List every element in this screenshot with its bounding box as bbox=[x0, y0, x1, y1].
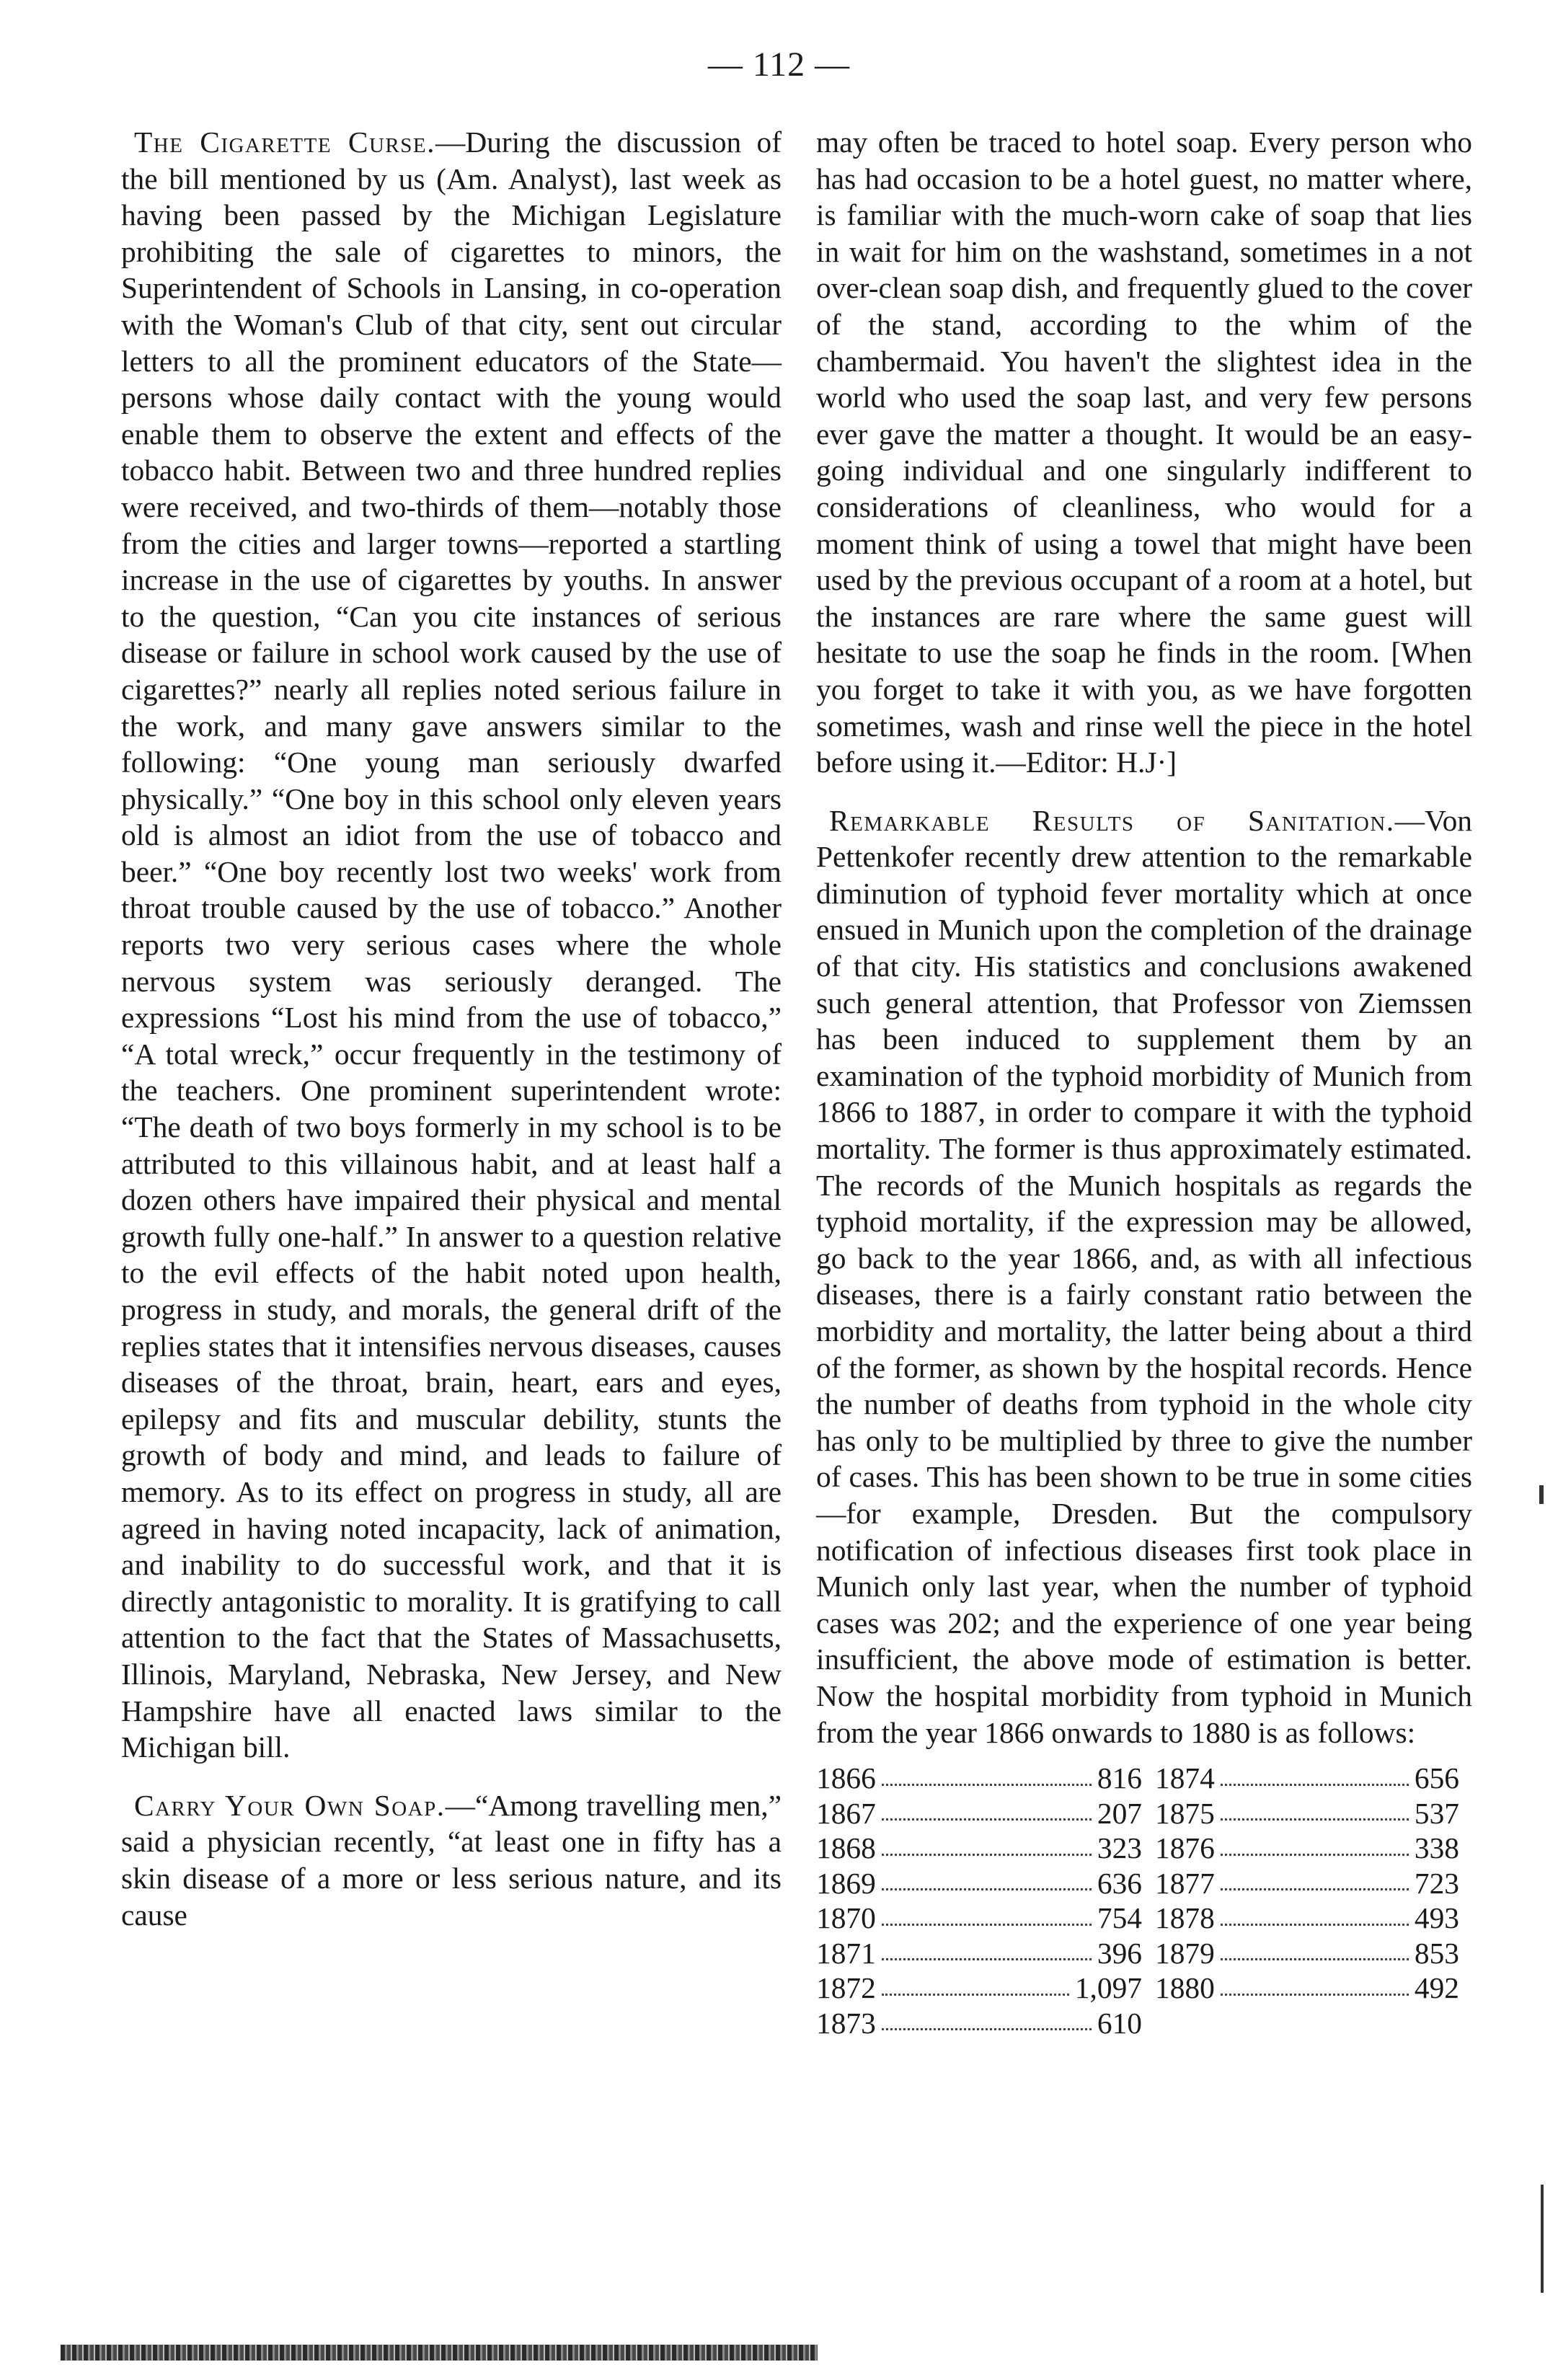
article-body: —Von Pettenkofer recently drew attention to the remarkable diminution of typhoid fever mortality which at once ensued in Munich upon the completion of the drainage of that city. His statistics and conclusions awakened such general attention, that Professor von Ziemssen has been induced to supplement them by an examination of the typhoid morbidity of Munich from 1866 to 1887, in order to compare it with the typhoid mortality. The former is thus approximately estimated. The records of the Munich hospitals as regards the typhoid mortality, if the expression may be allowed, go back to the year 1866, and, as with all infectious diseases, there is a fairly constant ratio between the morbidity and mortality, the latter being about a third of the former, as shown by the hospital records. Hence the number of deaths from typhoid in the whole city has only to be multiplied by three to give the number of cases. This has been shown to be true in some cities—for example, Dresden. But the compulsory notification of infectious diseases first took place in Munich only last year, when the number of typhoid cases was 202; and the experience of one year being insufficient, the above mode of estimation is better. Now the hospital morbidity from typhoid in Munich from the year 1866 onwards to 1880 is as follows: bbox=[816, 803, 1472, 1749]
table-column-1 bbox=[816, 1761, 1155, 2040]
table-column-2 bbox=[1155, 1761, 1472, 2040]
page-number: — 112 — bbox=[707, 45, 851, 84]
right-column bbox=[816, 124, 1472, 2062]
article-body-continued: may often be traced to hotel soap. Every person who has had occasion to be a hotel guest, no matter where, is familiar with the much-worn cake of soap that lies in wait for him on the washstand, sometimes in a not over-clean soap dish, and frequently glued to the cover of the stand, according to the whim of the chambermaid. You haven't the slightest idea in the world who used the soap last, and very few persons ever gave the matter a thought. It would be an easy-going individual and one singularly indifferent to considerations of cleanliness, who would for a moment think of using a towel that might have been used by the previous occupant of a room at a hotel, but the instances are rare where the same guest will hesitate to use the soap he finds in the room. [When you forget to take it with you, as we have forgotten sometimes, wash and rinse well the piece in the hotel before using it.—Editor: H.J·] bbox=[816, 125, 1472, 779]
article-soap-continued bbox=[816, 124, 1472, 781]
article-carry-your-own-soap bbox=[121, 1787, 782, 1933]
scan-edge-mark bbox=[1539, 1485, 1544, 1504]
article-heading: Carry Your Own Soap. bbox=[134, 1788, 446, 1822]
article-heading: The Cigarette Curse. bbox=[134, 125, 435, 159]
article-paragraph bbox=[121, 1787, 782, 1933]
article-sanitation bbox=[816, 802, 1472, 2040]
table-row: 1877 723 bbox=[1155, 1866, 1459, 1900]
scan-artifact-strip bbox=[61, 2345, 818, 2361]
article-cigarette-curse bbox=[121, 124, 782, 1766]
table-row: 1871 396 bbox=[816, 1936, 1142, 1970]
table-row: 1866 816 bbox=[816, 1761, 1142, 1795]
left-column bbox=[121, 124, 782, 1955]
table-row: 1873 610 bbox=[816, 2006, 1142, 2040]
table-row: 1876 338 bbox=[1155, 1831, 1459, 1865]
table-row: 1872 1,097 bbox=[816, 1971, 1142, 2005]
table-row: 1870 754 bbox=[816, 1901, 1142, 1935]
table-row: 1875 537 bbox=[1155, 1796, 1459, 1830]
article-body: —“Among travelling men,” said a physician recently, “at least one in fifty has a skin disease of a more or less serious nature, and its cause bbox=[121, 1788, 782, 1932]
article-body: —During the discussion of the bill mentioned by us (Am. Analyst), last week as having been passed by the Michigan Legislature prohibiting the sale of cigarettes to minors, the Superintendent of Schools in Lansing, in co-operation with the Woman's Club of that city, sent out circular letters to all the prominent educators of the State—persons whose daily contact with the young would enable them to observe the extent and effects of the tobacco habit. Between two and three hundred replies were received, and two-thirds of them—notably those from the cities and larger towns—reported a startling increase in the use of cigarettes by youths. In answer to the question, “Can you cite instances of serious disease or failure in school work caused by the use of cigarettes?” nearly all replies noted serious failure in the work, and many gave answers similar to the following: “One young man seriously dwarfed physically.” “One boy in this school only eleven years old is almost an idiot from the use of tobacco and beer.” “One boy recently lost two weeks' work from throat trouble caused by the use of tobacco.” Another reports two very serious cases where the whole nervous system was seriously deranged. The expressions “Lost his mind from the use of tobacco,” “A total wreck,” occur frequently in the testimony of the teachers. One prominent superintendent wrote: “The death of two boys formerly in my school is to be attributed to this villainous habit, and at least half a dozen others have impaired their physical and mental growth fully one-half.” In answer to a question relative to the evil effects of the habit noted upon health, progress in study, and morals, the general drift of the replies states that it intensifies nervous diseases, causes diseases of the throat, brain, heart, ears and eyes, epilepsy and fits and muscular debility, stunts the growth of body and mind, and leads to failure of memory. As to its effect on progress in study, all are agreed in having noted incapacity, lack of animation, and inability to do successful work, and that it is directly antagonistic to morality. It is gratifying to call attention to the fact that the States of Massachusetts, Illinois, Maryland, Nebraska, New Jersey, and New Hampshire have all enacted laws similar to the Michigan bill. bbox=[121, 125, 782, 1764]
table-row: 1880 492 bbox=[1155, 1971, 1459, 2005]
table-row: 1869 636 bbox=[816, 1866, 1142, 1900]
article-paragraph bbox=[121, 124, 782, 1766]
table-row: 1879 853 bbox=[1155, 1936, 1459, 1970]
table-row: 1874 656 bbox=[1155, 1761, 1459, 1795]
table-row: 1878 493 bbox=[1155, 1901, 1459, 1935]
table-row: 1867 207 bbox=[816, 1796, 1142, 1830]
table-row: 1868 323 bbox=[816, 1831, 1142, 1865]
scan-edge-mark bbox=[1541, 2185, 1544, 2293]
article-heading: Remarkable Results of Sanitation. bbox=[829, 803, 1395, 837]
article-paragraph bbox=[816, 802, 1472, 1751]
typhoid-morbidity-table bbox=[816, 1761, 1472, 2040]
